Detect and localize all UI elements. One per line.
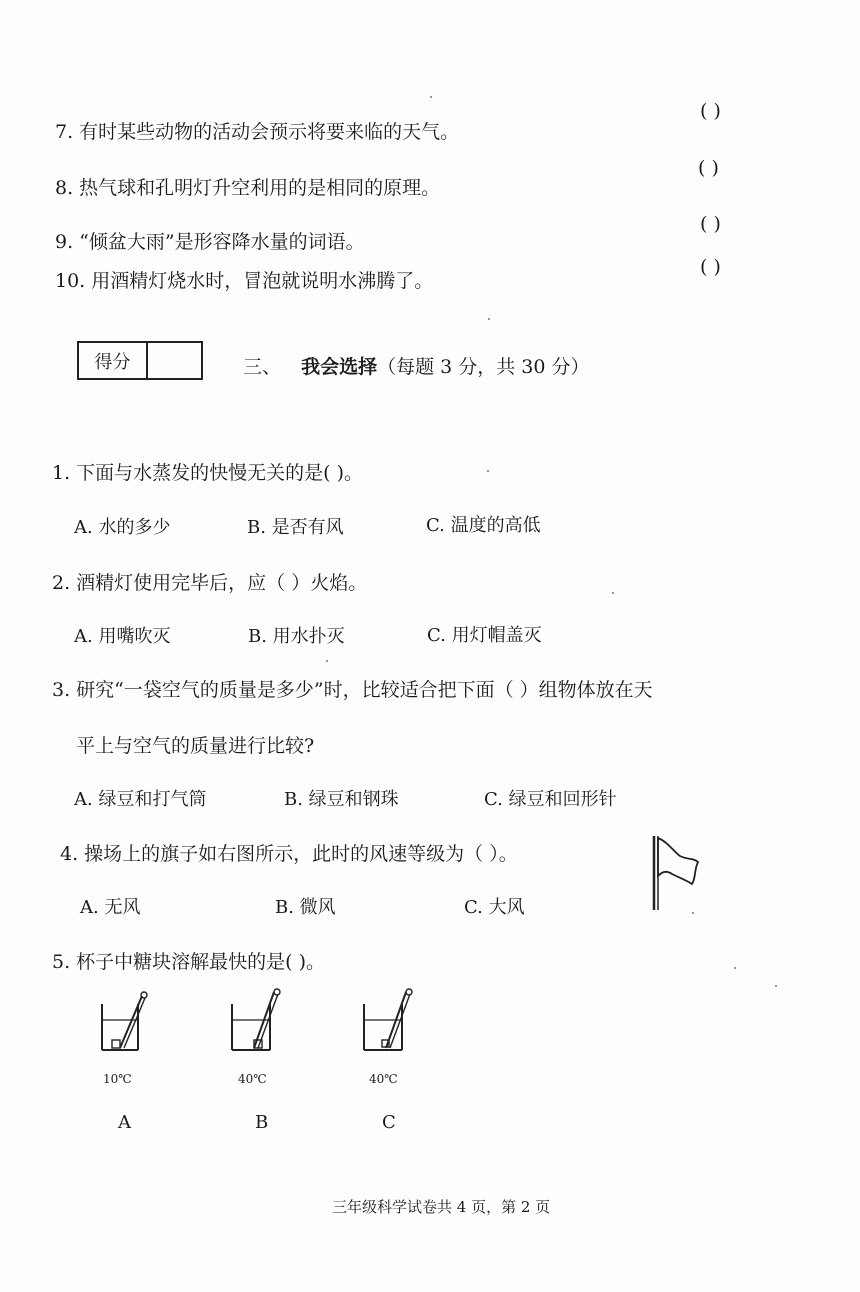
section-note: （每题 3 分，共 30 分） [377, 356, 590, 378]
section-title: 我会选择 [301, 356, 378, 378]
flag-illustration [640, 832, 710, 914]
scan-speck [326, 660, 328, 662]
scan-speck [487, 470, 489, 472]
cup-b-illustration [228, 986, 284, 1066]
q1-option-a[interactable]: A. 水的多少 [74, 517, 171, 538]
score-value-field[interactable] [148, 343, 201, 378]
cup-a-label[interactable]: A [118, 1112, 131, 1133]
cup-c-temperature: 40℃ [369, 1072, 398, 1086]
scan-speck [488, 318, 490, 320]
question-5-stem: 5. 杯子中糖块溶解最快的是( )。 [52, 951, 326, 973]
q1-option-c[interactable]: C. 温度的高低 [426, 515, 541, 536]
q1-option-b[interactable]: B. 是否有风 [247, 517, 344, 538]
answer-paren-7[interactable]: ( ) [700, 100, 721, 122]
q3-option-a[interactable]: A. 绿豆和打气筒 [74, 789, 207, 810]
cup-a-illustration [98, 990, 148, 1068]
cup-b-label[interactable]: B [255, 1112, 269, 1133]
scan-speck [612, 592, 614, 594]
q3-option-c[interactable]: C. 绿豆和回形针 [484, 789, 617, 810]
q3-option-b[interactable]: B. 绿豆和钢珠 [284, 789, 399, 810]
score-box [77, 341, 203, 380]
cup-b-temperature: 40℃ [238, 1072, 267, 1086]
cup-a-temperature: 10℃ [103, 1072, 132, 1086]
q4-option-b[interactable]: B. 微风 [275, 897, 336, 918]
judge-item-10: 10. 用酒精灯烧水时，冒泡就说明水沸腾了。 [55, 270, 434, 292]
q2-option-a[interactable]: A. 用嘴吹灭 [74, 626, 171, 647]
section-heading [243, 352, 590, 379]
score-label: 得分 [79, 343, 148, 378]
judge-item-7: 7. 有时某些动物的活动会预示将要来临的天气。 [55, 121, 460, 143]
scan-speck [775, 985, 777, 987]
question-3-stem: 3. 研究“一袋空气的质量是多少”时，比较适合把下面（ ）组物体放在天 [52, 679, 653, 701]
answer-paren-9[interactable]: ( ) [700, 213, 721, 235]
answer-paren-10[interactable]: ( ) [700, 256, 721, 278]
question-2-stem: 2. 酒精灯使用完毕后，应（ ）火焰。 [52, 572, 368, 594]
q2-option-c[interactable]: C. 用灯帽盖灭 [427, 625, 542, 646]
scan-speck [734, 967, 736, 969]
page-footer: 三年级科学试卷共 4 页，第 2 页 [332, 1198, 551, 1216]
q4-option-a[interactable]: A. 无风 [80, 897, 141, 918]
section-number: 三、 [243, 356, 282, 378]
q2-option-b[interactable]: B. 用水扑灭 [248, 626, 345, 647]
question-1-stem: 1. 下面与水蒸发的快慢无关的是( )。 [52, 462, 364, 484]
scan-speck [430, 96, 432, 98]
cup-c-illustration [360, 986, 416, 1066]
q4-option-c[interactable]: C. 大风 [464, 897, 525, 918]
judge-item-9: 9. “倾盆大雨”是形容降水量的词语。 [55, 231, 365, 253]
question-4-stem: 4. 操场上的旗子如右图所示，此时的风速等级为（ ）。 [60, 843, 518, 865]
answer-paren-8[interactable]: ( ) [698, 157, 719, 179]
judge-item-8: 8. 热气球和孔明灯升空利用的是相同的原理。 [55, 177, 441, 199]
question-3-stem-continued: 平上与空气的质量进行比较? [76, 735, 315, 757]
cup-c-label[interactable]: C [382, 1112, 396, 1133]
scan-speck [692, 912, 694, 914]
